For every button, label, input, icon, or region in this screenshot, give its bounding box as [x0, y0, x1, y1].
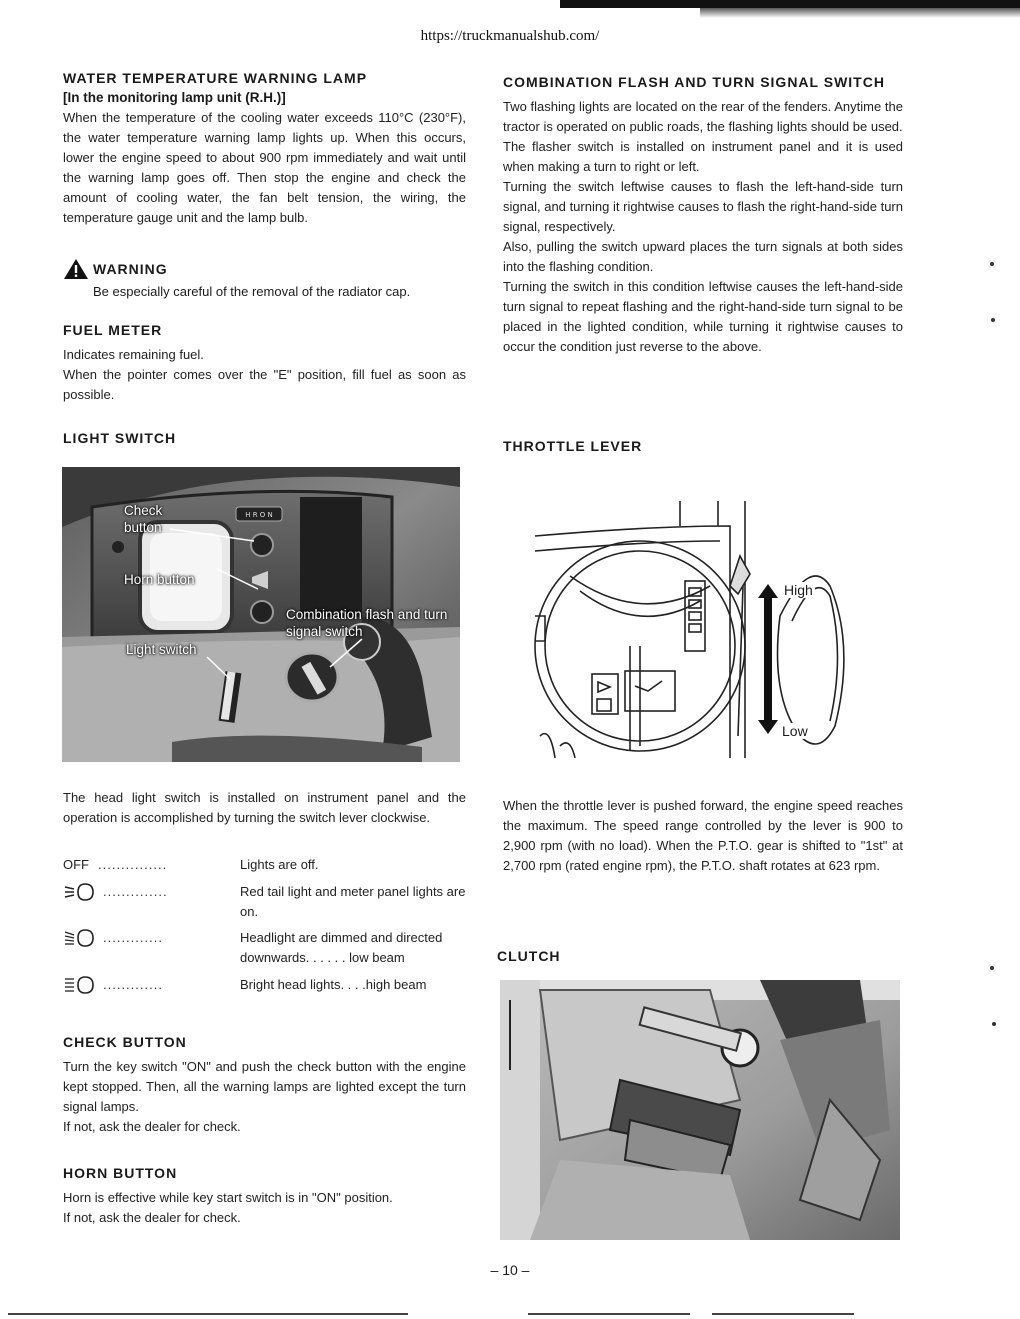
warning-triangle-icon — [63, 258, 89, 280]
panel-plate-text: H R O N — [245, 511, 273, 519]
warning-body: Be especially careful of the removal of the radiator cap. — [93, 284, 411, 299]
throttle-lever-diagram — [530, 496, 860, 758]
instrument-panel-photo — [62, 467, 460, 762]
throttle-desc — [503, 796, 903, 876]
water-temp-body: When the temperature of the cooling water exceeds 110°C (230°F), the water temperature warning lamp lights up. When this occurs, lower the engine speed to about 900 rpm immediately and wait until the warning lamp goes off. Then stop the engine and check the amount of cooling water, the fan belt tension, the wiring, the temperature gauge unit and the lamp bulb. — [63, 110, 466, 225]
scan-speck — [991, 318, 995, 322]
water-temp-subtitle: [In the monitoring lamp unit (R.H.)] — [63, 90, 286, 105]
section-water-temp — [63, 70, 466, 228]
horn-button-title: HORN BUTTON — [63, 1165, 178, 1181]
scan-speck — [992, 1022, 996, 1026]
check-button-title: CHECK BUTTON — [63, 1034, 187, 1050]
light-switch-label: Light switch — [126, 642, 197, 657]
throttle-low-label: Low — [782, 723, 808, 739]
high-beam-icon — [63, 975, 97, 995]
scan-edge-top — [560, 0, 1020, 8]
scan-edge-bottom — [712, 1313, 854, 1315]
throttle-range-arrow — [758, 584, 778, 734]
section-clutch — [497, 948, 897, 964]
legend-low-desc: Headlight are dimmed and directed downwards. . . . . . low beam — [240, 930, 443, 965]
scan-edge-bottom — [528, 1313, 690, 1315]
legend-high-desc: Bright head lights. . . .high beam — [240, 977, 427, 992]
page-number: – 10 – — [490, 1262, 530, 1278]
light-switch-title: LIGHT SWITCH — [63, 430, 177, 446]
horn-button-label: Horn button — [124, 572, 195, 587]
scan-speck — [990, 262, 994, 266]
clutch-photo — [500, 980, 900, 1240]
combo-switch-title: COMBINATION FLASH AND TURN SIGNAL SWITCH — [503, 74, 885, 90]
low-beam-icon — [63, 928, 97, 948]
check-button-line2: If not, ask the dealer for check. — [63, 1119, 241, 1134]
section-throttle — [503, 438, 903, 454]
scan-edge-bottom — [8, 1313, 408, 1315]
scan-shadow — [700, 8, 1020, 18]
fuel-meter-line1: Indicates remaining fuel. — [63, 347, 204, 362]
throttle-title: THROTTLE LEVER — [503, 438, 643, 454]
scan-speck — [990, 966, 994, 970]
section-check-button — [63, 1034, 466, 1137]
source-url: https://truckmanualshub.com/ — [420, 28, 600, 44]
throttle-body: When the throttle lever is pushed forward, the engine speed reaches the maximum. The speed range controlled by the lever is 900 to 2,900 rpm (with no load). When the P.T.O. gear is shifted to "1st" at 2,700 rpm (rated engine rpm), the P.T.O. shaft rotates at 623 rpm. — [503, 798, 903, 873]
horn-button-line2: If not, ask the dealer for check. — [63, 1210, 241, 1225]
combo-switch-p5: Turning the switch in this condition leftwise causes the left-hand-side turn signal to repeat flashing and the right-hand-side turn signal to be placed in the lighted condition, while turning it rightwise causes to occur the condition just reverse to the above. — [503, 279, 903, 354]
combo-switch-p2: The flasher switch is installed on instrument panel and it is used when making a turn to right or left. — [503, 139, 903, 174]
combo-switch-p4: Also, pulling the switch upward places the turn signals at both sides into the flashing condition. — [503, 239, 903, 274]
legend-tail-desc: Red tail light and meter panel lights are on. — [240, 884, 466, 919]
check-button-label: Check button — [124, 503, 163, 535]
legend-off-desc: Lights are off. — [240, 857, 319, 872]
throttle-high-label: High — [784, 582, 813, 598]
section-horn-button — [63, 1165, 466, 1228]
clutch-title: CLUTCH — [497, 948, 561, 964]
warning-block — [63, 258, 466, 302]
section-light-switch — [63, 430, 466, 446]
horn-button-body: Horn is effective while key start switch is in "ON" position. — [63, 1190, 393, 1205]
section-combo-switch — [503, 74, 903, 357]
combination-switch-label: Combination flash and turn signal switch — [286, 607, 448, 639]
combo-switch-p3: Turning the switch leftwise causes to flash the left-hand-side turn signal, and turning it rightwise causes to flash the right-hand-side turn signal, respectively. — [503, 179, 903, 234]
light-switch-legend: OFF ............... Lights are off. .............. Red tail light and meter panel lights are on. ............. Headlight are dimmed and directed downwards. . . . . . low beam ............. Bright head lights. . . .high beam — [63, 855, 466, 1005]
warning-title: WARNING — [93, 261, 168, 277]
fuel-meter-title: FUEL METER — [63, 322, 163, 338]
section-fuel-meter — [63, 322, 466, 405]
fuel-meter-line2: When the pointer comes over the "E" position, fill fuel as soon as possible. — [63, 367, 466, 402]
water-temp-title: WATER TEMPERATURE WARNING LAMP — [63, 70, 368, 86]
combo-switch-p1: Two flashing lights are located on the rear of the fenders. Anytime the tractor is operated on public roads, the flashing lights should be used. — [503, 99, 903, 134]
check-button-body: Turn the key switch "ON" and push the check button with the engine kept stopped. Then, all the warning lamps are lighted except the turn signal lamps. — [63, 1059, 466, 1114]
light-switch-body: The head light switch is installed on instrument panel and the operation is accomplished by turning the switch lever clockwise. — [63, 790, 466, 825]
light-switch-desc — [63, 788, 466, 828]
tail-light-icon — [63, 882, 97, 902]
legend-off-symbol: OFF — [63, 857, 89, 872]
